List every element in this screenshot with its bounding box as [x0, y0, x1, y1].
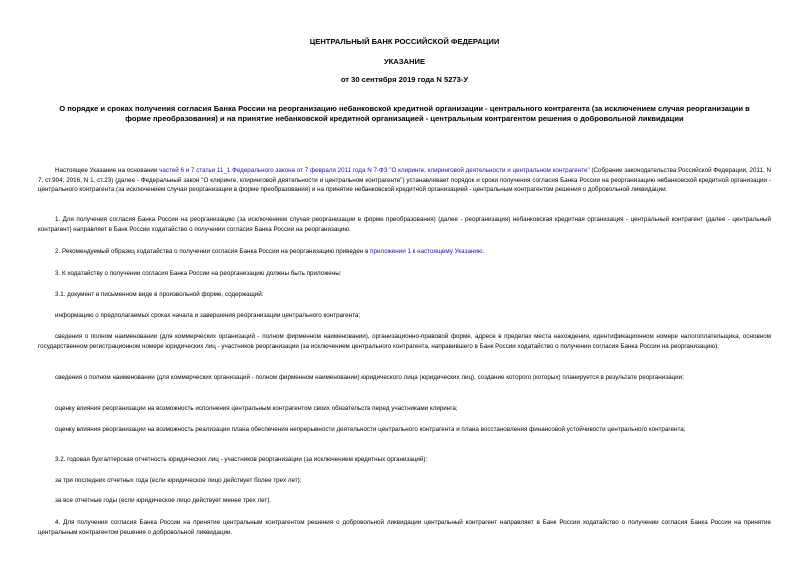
paragraph-2-text-before: 2. Рекомендуемый образец ходатайства о получении согласия Банка России на реорганизацию приведен в [55, 248, 371, 255]
intro-text-before: Настоящее Указание на основании [55, 167, 160, 174]
paragraph-3-1: 3.1. документ в письменном виде в произвольной форме, содержащий: [55, 291, 264, 298]
paragraph-3-2: 3.2. годовая бухгалтерская отчетность юридических лиц - участников реорганизации (за исключением кредитных организаций): [55, 456, 428, 463]
intro-paragraph [38, 166, 771, 195]
paragraph-2-text-after: . [482, 248, 485, 255]
document-title: О порядке и сроках получения согласия Банка России на реорганизацию небанковской кредитной организации - центрального контрагента (за исключением случая реорганизации в форме преобразования) и на принятие небанковской кредитной организацией - центральным контрагентом решения о добровольной ликвидации [59, 104, 750, 124]
paragraph-3-2-item-b: за все отчетные годы (если юридическое лицо действует менее трех лет). [55, 497, 272, 504]
paragraph-3-1-item-a: информацию о предполагаемых сроках начала и завершения реорганизации центрального контрагента; [55, 312, 361, 319]
paragraph-3: 3. К ходатайству о получении согласия Банка России на реорганизацию должны быть приложены: [55, 270, 342, 277]
federal-law-link[interactable]: частей 6 и 7 статьи 11_1 Федерального закона от 7 февраля 2011 года N 7-ФЗ "О клиринге, клиринговой деятельности и центральном контрагенте" [159, 167, 590, 174]
paragraph-3-1-item-b: сведения о полном наименовании (для коммерческих организаций - полном фирменном наименовании), организационно-правовой форме, адресе в пределах места нахождения, идентификационном номере налогоплательщика, основном государственном регистрационном номере юридических лиц - участников реорганизации (за исключением центрального контрагента, направившего в Банк России ходатайство о получении согласия Банка России на реорганизацию); [38, 333, 771, 350]
paragraph-1: 1. Для получения согласия Банка России на реорганизацию (за исключением случая реорганизации в форме преобразования) (далее - реорганизация) небанковская кредитная организация - центральный контрагент (далее - центральный контрагент) направляет в Банк России ходатайство о получении согласия Банка России на реорганизацию. [38, 216, 771, 233]
document-type-heading: УКАЗАНИЕ [383, 57, 426, 66]
paragraph-3-1-item-c: сведения о полном наименовании (для коммерческих организаций - полном фирменном наименовании) юридического лица (юридических лиц), создание которого (которых) планируется в результате реорганизации; [55, 374, 684, 381]
issuer-heading: ЦЕНТРАЛЬНЫЙ БАНК РОССИЙСКОЙ ФЕДЕРАЦИИ [309, 37, 500, 46]
appendix-1-link[interactable]: приложении 1 к настоящему Указанию [370, 248, 483, 255]
intro-text-after: (Собрание законодательства Российской Федерации, 2011, N 7, ст.904; 2016, N 1, ст.23) (далее - Федеральный закон "О клиринге, клиринговой деятельности и центральном контрагенте") устанавливает порядок и сроки получения согласия Банка России на реорганизацию небанковской кредитной организации - центрального контрагента (за исключением случая реорганизации в форме преобразования) и на принятие небанковской кредитной организацией - центральным контрагентом решения о добровольной ликвидации. [38, 167, 771, 193]
paragraph-4: 4. Для получения согласия Банка России на принятие центральным контрагентом решения о добровольной ликвидации центральный контрагент направляет в Банк России ходатайство о получении согласия Банка России на принятие центральным контрагентом решения о добровольной ликвидации. [38, 519, 771, 536]
paragraph-3-1-item-e: оценку влияния реорганизации на возможность реализации плана обеспечения непрерывности деятельности центрального контрагента и плана восстановления финансовой устойчивости центрального контрагента; [55, 426, 686, 433]
document-date-heading: от 30 сентября 2019 года N 5273-У [340, 75, 469, 84]
paragraph-2 [38, 247, 771, 257]
paragraph-3-1-item-d: оценку влияния реорганизации на возможность исполнения центральным контрагентом своих обязательств перед участниками клиринга; [55, 405, 458, 412]
paragraph-3-2-item-a: за три последних отчетных года (если юридическое лицо действует более трех лет); [55, 477, 302, 484]
